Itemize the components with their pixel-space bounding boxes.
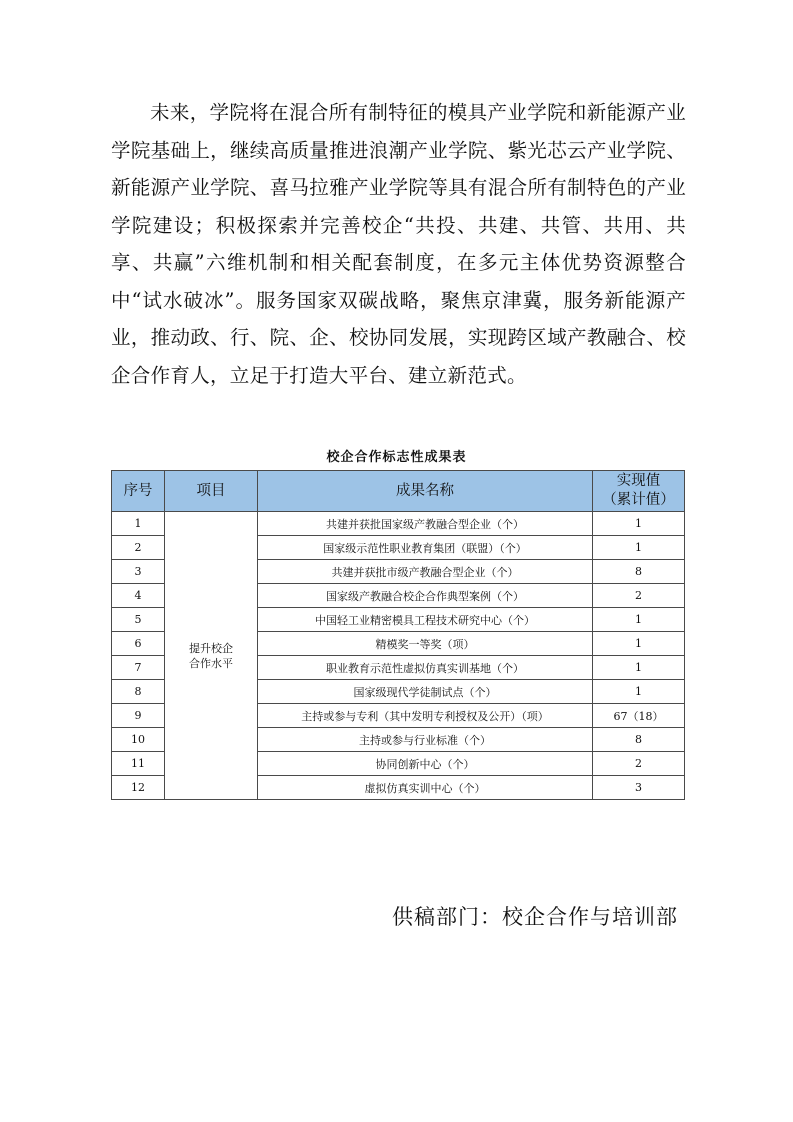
row-value: 1 <box>593 656 685 680</box>
row-index: 3 <box>112 560 165 584</box>
row-index: 8 <box>112 680 165 704</box>
row-name: 精模奖一等奖（项） <box>258 632 593 656</box>
header-value-line1: 实现值 <box>616 473 661 489</box>
row-value: 1 <box>593 536 685 560</box>
row-name: 国家级现代学徒制试点（个） <box>258 680 593 704</box>
row-index: 11 <box>112 752 165 776</box>
row-name: 协同创新中心（个） <box>258 752 593 776</box>
row-index: 2 <box>112 536 165 560</box>
row-index: 12 <box>112 776 165 800</box>
row-name: 国家级示范性职业教育集团（联盟）（个） <box>258 536 593 560</box>
row-name: 主持或参与专利（其中发明专利授权及公开）（项） <box>258 704 593 728</box>
row-value: 8 <box>593 560 685 584</box>
row-value: 2 <box>593 752 685 776</box>
row-name: 职业教育示范性虚拟仿真实训基地（个） <box>258 656 593 680</box>
row-value: 1 <box>593 608 685 632</box>
row-index: 5 <box>112 608 165 632</box>
header-value <box>593 471 685 512</box>
row-value: 1 <box>593 632 685 656</box>
table-header-row <box>112 471 685 512</box>
row-name: 共建并获批市级产教融合型企业（个） <box>258 560 593 584</box>
row-index: 10 <box>112 728 165 752</box>
row-value: 1 <box>593 512 685 536</box>
header-index: 序号 <box>112 471 165 512</box>
body-paragraph: 未来，学院将在混合所有制特征的模具产业学院和新能源产业学院基础上，继续高质量推进浪潮产业学院、紫光芯云产业学院、新能源产业学院、喜马拉雅产业学院等具有混合所有制特色的产业学院建设；积极探索并完善校企“共投、共建、共管、共用、共享、共赢”六维机制和相关配套制度，在多元主体优势资源整合中“试水破冰”。服务国家双碳战略，聚焦京津冀，服务新能源产业，推动政、行、院、企、校协同发展，实现跨区域产教融合、校企合作育人，立足于打造大平台、建立新范式。 <box>111 101 686 387</box>
row-index: 1 <box>112 512 165 536</box>
table-row <box>112 512 685 536</box>
row-name: 主持或参与行业标准（个） <box>258 728 593 752</box>
project-label-line1: 提升校企 <box>189 641 233 655</box>
contributor-line: 供稿部门：校企合作与培训部 <box>392 905 678 929</box>
row-index: 7 <box>112 656 165 680</box>
row-value: 3 <box>593 776 685 800</box>
results-table <box>111 470 685 800</box>
row-name: 国家级产教融合校企合作典型案例（个） <box>258 584 593 608</box>
row-index: 6 <box>112 632 165 656</box>
row-name: 共建并获批国家级产教融合型企业（个） <box>258 512 593 536</box>
row-index: 4 <box>112 584 165 608</box>
row-value: 1 <box>593 680 685 704</box>
header-value-line2: （累计值） <box>602 492 675 508</box>
project-label-line2: 合作水平 <box>189 656 233 670</box>
row-value: 67（18） <box>593 704 685 728</box>
project-cell <box>165 512 258 800</box>
row-name: 虚拟仿真实训中心（个） <box>258 776 593 800</box>
row-index: 9 <box>112 704 165 728</box>
table-title: 校企合作标志性成果表 <box>326 450 467 465</box>
header-name: 成果名称 <box>258 471 593 512</box>
row-value: 2 <box>593 584 685 608</box>
row-name: 中国轻工业精密模具工程技术研究中心（个） <box>258 608 593 632</box>
row-value: 8 <box>593 728 685 752</box>
header-project: 项目 <box>165 471 258 512</box>
